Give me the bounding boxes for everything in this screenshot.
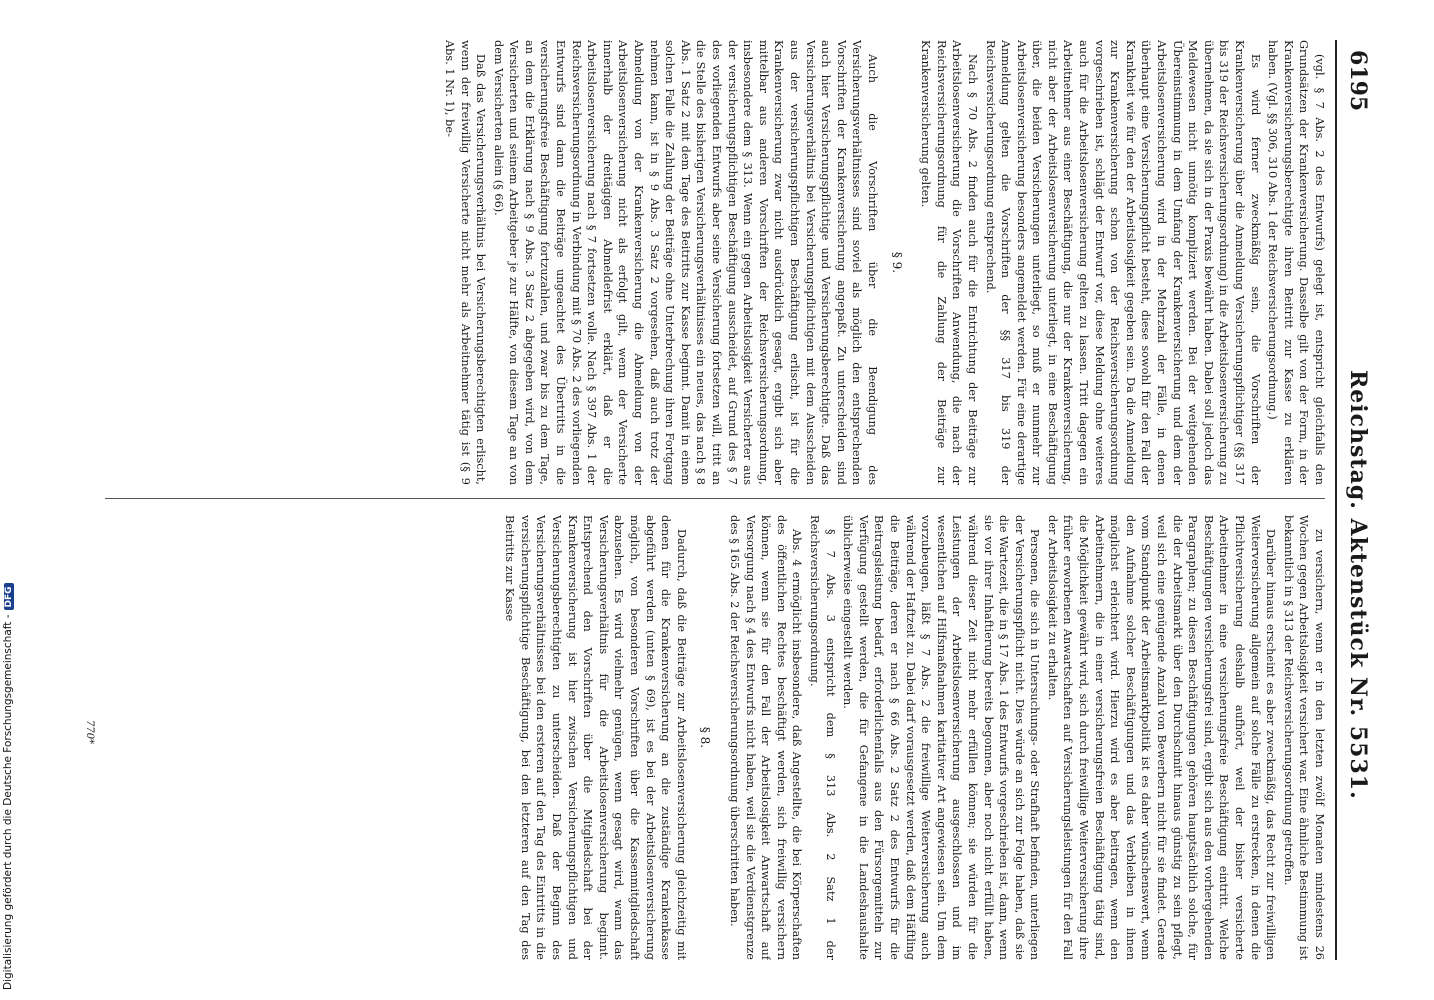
column-divider — [105, 498, 1325, 499]
column-right — [97, 515, 1327, 960]
section-heading-9: § 9. — [889, 251, 904, 274]
left-section-paragraphs — [441, 40, 880, 485]
page-number: 6195 — [1345, 50, 1371, 112]
digitization-note-text: Digitalisierung gefördert durch die Deutsche Forschungsgemeinschaft - — [2, 614, 14, 990]
section-heading-8: § 8. — [698, 726, 713, 749]
column_left.paragraphs-paragraph: Es wird ferner zweckmäßig sein, die Vorschriften der Krankenversicherung über die Anmeldung Versicherungspflichtiger (§§ 317 bis 319 der Reichsversicherungsordnung) in die Arbeitslosenversicherung zu übernehmen, da sie sich in der Praxis bewährt haben. Dabei soll jedoch das Meldewesen nicht unnötig kompliziert werden. Bei der weitgehenden Übereinstimmung in dem Umfang der Krankenversicherung und dem der Arbeitslosenversicherung wird in der Mehrzahl der Fälle, in denen überhaupt eine Versicherungspflicht besteht, diese sowohl für den Fall der Krankheit wie für den der Arbeitslosigkeit gegeben sein. Da die Anmeldung zur Krankenversicherung schon von der Reichsversicherungsordnung vorgeschrieben ist, schlägt der Entwurf vor, diese Meldung ohne weiteres auch für die Arbeitslosenversicherung gelten zu lassen. Tritt dagegen ein Arbeitnehmer aus einer Beschäftigung, die nur der Krankenversicherung, nicht aber der Arbeitslosenversicherung unterliegt, in eine Beschäftigung über, die beiden Versicherungen unterliegt, so muß er nunmehr zur Arbeitslosenversicherung besonders angemeldet werden. Für eine derartige Anmeldung gelten die Vorschriften der §§ 317 bis 319 der Reichsversicherungsordnung entsprechend. — [983, 40, 1262, 485]
running-title: Reichstag. Aktenstück Nr. 5531. — [1345, 370, 1371, 800]
column_left.paragraphs-paragraph: Nach § 70 Abs. 2 finden auch für die Entrichtung der Beiträge zur Arbeitslosenversicherung die Vorschriften Anwendung, die nach der Reichsversicherungsordnung für die Zahlung der Beiträge zur Krankenversicherung gelten. — [919, 40, 979, 485]
column_left.paragraphs-paragraph: (vgl. § 7 Abs. 2 des Entwurfs) gelegt ist, entspricht gleichfalls den Grundsätzen der Krankenversicherung. Dasselbe gilt von der Form, in der Krankenversicherungsberechtigte ihren Beitritt zur Kasse zu erklären haben. (Vgl. §§ 306, 310 Abs. 1 der Reichsversicherungsordnung.) — [1266, 40, 1326, 485]
column_left.section_paragraphs-paragraph: Auch die Vorschriften über die Beendigung des Versicherungsverhältnisses sind soviel als möglich den entsprechenden Vorschriften der Krankenversicherung angepaßt. Zu unterscheiden sind auch hier Versicherungspflichtige und Versicherungsberechtigte. Daß das Versicherungsverhältnis bei Versicherungspflichtigen mit dem Ausscheiden aus der versicherungspflichtigen Beschäftigung erlischt, ist für die Krankenversicherung zwar nicht ausdrücklich gesagt, ergibt sich aber mittelbar aus anderen Vorschriften der Reichsversicherungsordnung, insbesondere dem § 313. Wenn ein gegen Arbeitslosigkeit Versicherter aus der versicherungspflichtigen Beschäftigung ausscheidet, auf Grund des § 7 des vorliegenden Entwurfs aber seine Versicherung fortsetzen will, tritt an die Stelle des bisherigen Versicherungsverhältnisses ein neues, das nach § 8 Abs. 1 Satz 2 mit dem Tage des Beitritts zur Kasse beginnt. Damit in einem solchen Falle die Zahlung der Beiträge ohne Unterbrechung ihren Fortgang nehmen kann, ist in § 9 Abs. 3 Satz 2 vorgesehen, daß auch trotz der Abmeldung von der Krankenversicherung die Abmeldung von der Arbeitslosenversicherung nicht als erfolgt gilt, wenn der Versicherte innerhalb der dreitägigen Abmeldefrist erklärt, daß er die Arbeitslosenversicherung nach § 7 fortsetzen wolle. Nach § 397 Abs. 1 der Reichsversicherungsordnung in Verbindung mit § 70 Abs. 2 des vorliegenden Entwurfs sind dann die Beiträge ungeachtet des Übertritts in die versicherungsfreie Beschäftigung fortzuzahlen, und zwar bis zu dem Tage, an dem die Erklärung nach § 9 Abs. 3 Satz 2 abgegeben wird, von dem Versicherten und seinem Arbeitgeber je zur Hälfte, von diesem Tage an von dem Versicherten allein (§ 66). — [491, 40, 879, 485]
column_right.paragraphs-paragraph: zu versichern, wenn er in den letzten zwölf Monaten mindestens 26 Wochen gegen Arbeitslosigkeit versichert war. Eine ähnliche Bestimmung ist bekanntlich in § 313 der Reichsversicherungsordnung getroffen. — [1281, 515, 1326, 960]
scanned-page — [55, 0, 1405, 1000]
column-left — [97, 40, 1327, 485]
page-header — [1335, 40, 1377, 960]
sheet-signature: 770* — [84, 720, 95, 745]
column_right.section_paragraphs-paragraph: Dadurch, daß die Beiträge zur Arbeitslosenversicherung gleichzeitig mit denen für die Krankenversicherung an die zuständige Krankenkasse abgeführt werden (unten § 69), ist es bei der Arbeitslosenversicherung möglich, von besonderen Vorschriften über die Kassenmitgliedschaft abzusehen. Es wird vielmehr genügen, wenn gesagt wird, wann das Versicherungsverhältnis für die Arbeitslosenversicherung beginnt. Entsprechend den Vorschriften über die Mitgliedschaft bei der Krankenversicherung ist hier zwischen Versicherungspflichtigen und Versicherungsberechtigten zu unterscheiden. Daß der Beginn des Versicherungsverhältnisses bei den ersteren auf den Tag des Eintritts in die versicherungspflichtige Beschäftigung, bei den letzteren auf den Tag des Beitritts zur Kasse — [503, 515, 688, 960]
digitization-note — [2, 583, 14, 990]
column_right.paragraphs-paragraph: § 7 Abs. 3 entspricht dem § 313 Abs. 2 Satz 1 der Reichsversicherungsordnung. — [808, 515, 837, 960]
column_right.paragraphs-paragraph: Personen, die sich in Untersuchungs- oder Strafhaft befinden, unterliegen der Versicherungspflicht nicht. Dies würde an sich zur Folge haben, daß sie die Wartezeit, die in § 17 Abs. 1 des Entwurfs vorgeschrieben ist, dann, wenn sie vor ihrer Inhaftierung bereits begonnen, aber noch nicht erfüllt haben, während dieser Zeit nicht mehr erfüllen können; sie würden für die Leistungen der Arbeitslosenversicherung ausgeschlossen und im wesentlichen auf Hilfsmaßnahmen karitativer Art angewiesen sein. Um dem vorzubeugen, läßt § 7 Abs. 2 die freiwillige Weiterversicherung auch während der Haftzeit zu. Dabei darf vorausgesetzt werden, daß dem Häftling die Beiträge, deren er nach § 66 Abs. 2 Satz 2 des Entwurfs für die Beitragsleistung bedarf, erforderlichenfalls aus den Fürsorgemitteln zur Verfügung gestellt werden, die für Gefangene in die Landeshaushalte üblicherweise eingestellt werden. — [841, 515, 1042, 960]
left-paragraphs — [918, 40, 1327, 485]
right-section-paragraphs — [502, 515, 689, 960]
dfg-logo: DFG — [4, 583, 14, 610]
column_right.paragraphs-paragraph: Darüber hinaus erscheint es aber zweckmäßig, das Recht zur freiwilligen Weiterversicherung allgemein auf solche Fälle zu erstrecken, in denen die Pflichtversicherung deshalb aufhört, weil der bisher versicherte Arbeitnehmer in eine versicherungsfreie Beschäftigung eintritt. Welche Beschäftigungen versicherungsfrei sind, ergibt sich aus den vorhergehenden Paragraphen; zu diesen Beschäftigungen gehören hauptsächlich solche, für die der Arbeitsmarkt über den Durchschnitt hinaus günstig zu sein pflegt, weil sich eine genügende Anzahl von Bewerbern nicht für sie findet. Gerade vom Standpunkt der Arbeitsmarktpolitik ist es daher wünschenswert, wenn den Aufnahme solcher Beschäftigungen und das Verbleiben in ihnen möglichst erleichtert wird. Hierzu wird es aber beitragen, wenn den Arbeitnehmern, die in einer versicherungsfreien Beschäftigung tätig sind, die Möglichkeit gewährt wird, sich durch freiwillige Weiterversicherung ihre früher erworbenen Anwartschaften auf Versicherungsleistungen für den Fall der Arbeitslosigkeit zu erhalten. — [1045, 515, 1278, 960]
right-paragraphs — [726, 515, 1327, 960]
column_left.section_paragraphs-paragraph: Daß das Versicherungsverhältnis bei Versicherungsberechtigten erlischt, wenn der freiwillig Versicherte nicht mehr als Arbeitnehmer tätig ist (§ 9 Abs. 1 Nr. 1), be- — [442, 40, 488, 485]
digitization-sidebar — [0, 0, 22, 1000]
column_right.paragraphs-paragraph: Abs. 4 ermöglicht insbesondere, daß Angestellte, die bei Körperschaften des öffentlichen Rechtes beschäftigt werden, sich freiwillig versichern können, wenn sie für den Fall der Arbeitslosigkeit Anwartschaft auf Versorgung nach § 4 des Entwurfs nicht haben, weil sie die Verdienstgrenze des § 165 Abs. 2 der Reichsversicherungsordnung überschritten haben. — [728, 515, 804, 960]
